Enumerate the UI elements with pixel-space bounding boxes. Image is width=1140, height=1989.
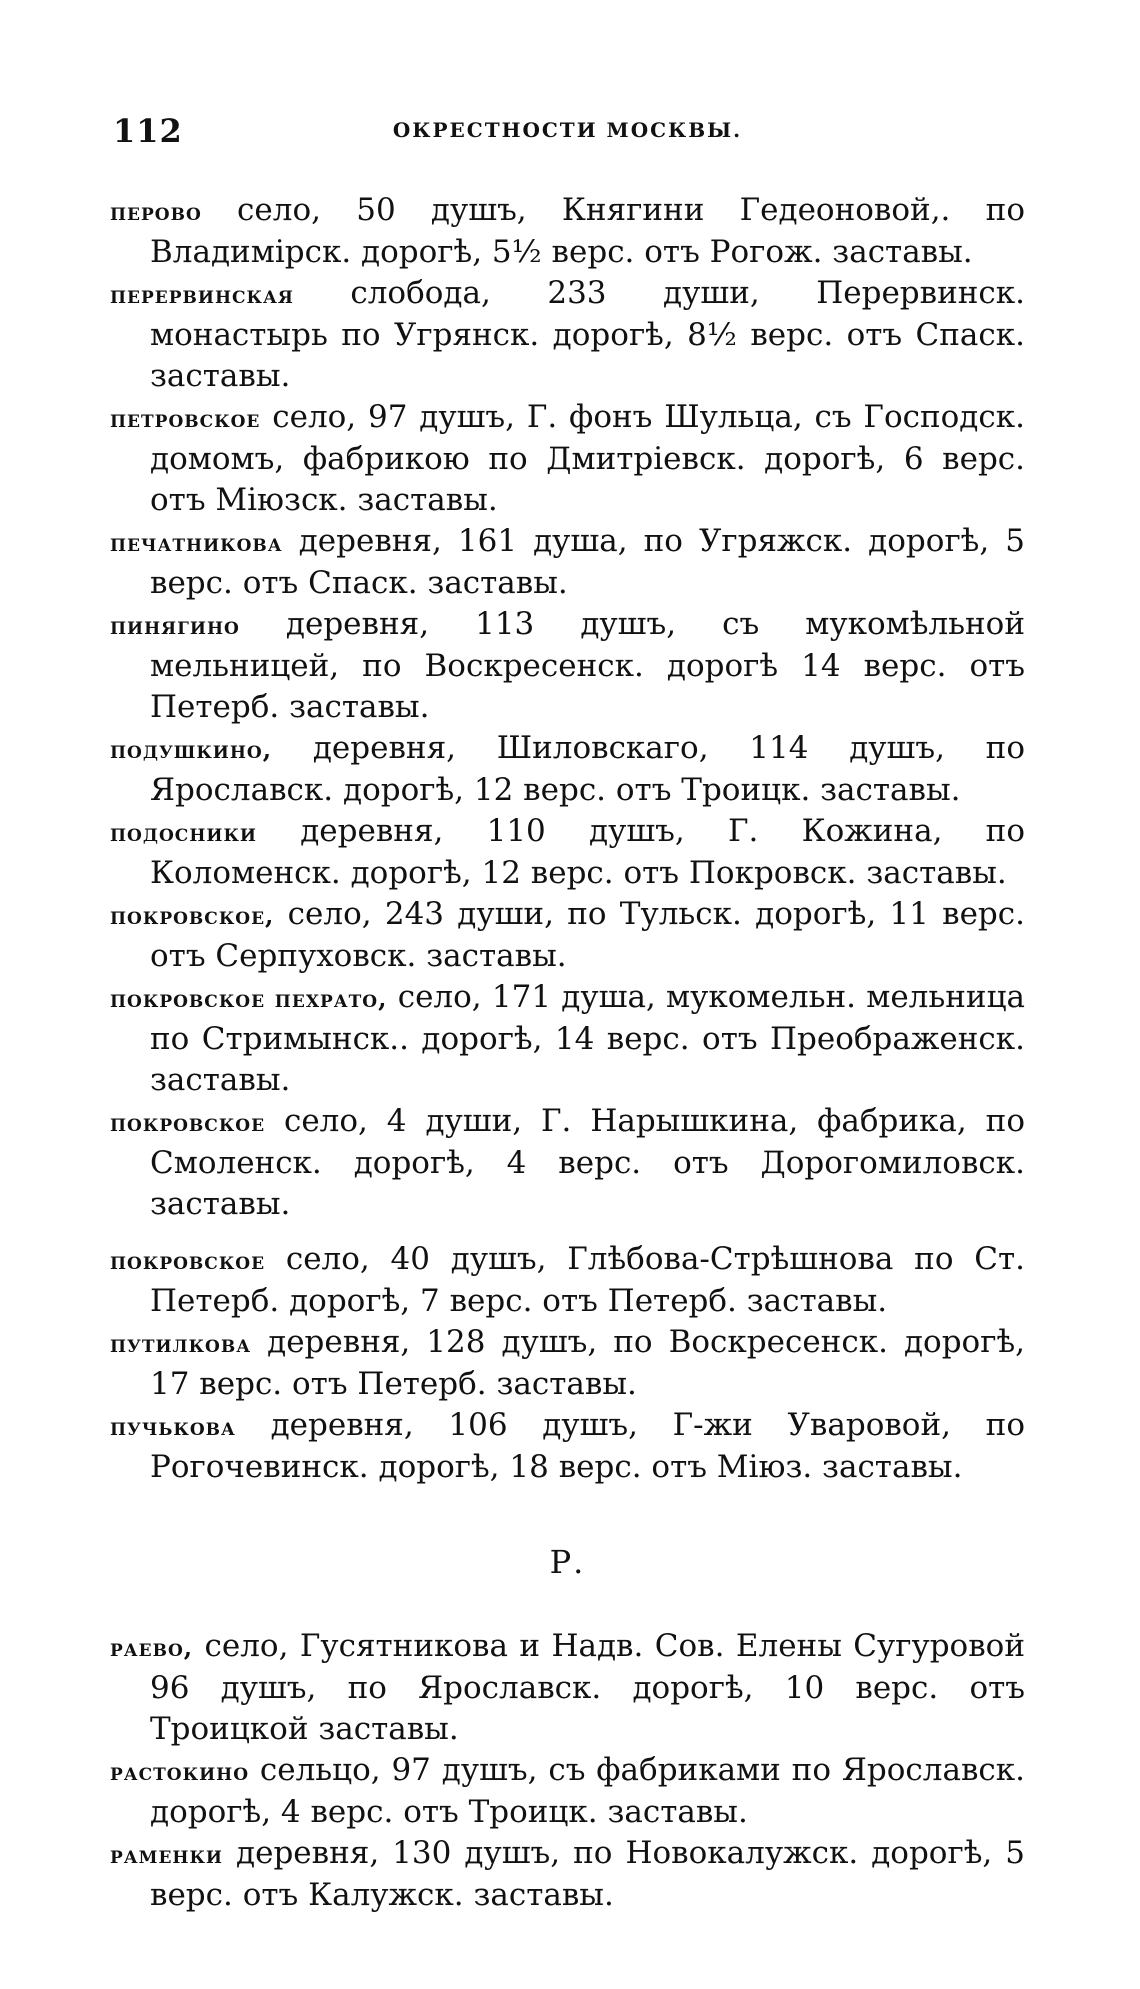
entry-head: покровское пехрато, <box>110 984 388 1013</box>
entry-text: село, 4 души, Г. Нарышкина, фабрика, по Смоленск. дорогѣ, 4 верс. отъ Дорогомиловск. заставы. <box>150 1103 1025 1222</box>
entry-head: покровское, <box>110 901 275 930</box>
entry-head: подосники <box>110 818 257 847</box>
entry-head: печатникова <box>110 528 283 557</box>
entry-podushkino <box>110 728 1025 811</box>
entry-head: перово <box>110 197 202 226</box>
entry-pokrovskoe-2 <box>110 1101 1025 1225</box>
entry-text: село, Гусятникова и Надв. Сов. Елены Сугуровой 96 душъ, по Ярославск. дорогѣ, 10 верс. отъ Троицкой заставы. <box>150 1628 1025 1747</box>
entry-text: сельцо, 97 душъ, съ фабриками по Ярославск. дорогѣ, 4 верс. отъ Троицк. заставы. <box>150 1752 1025 1830</box>
entry-pokrovskoe-3 <box>110 1239 1025 1322</box>
entry-head: подушкино, <box>110 735 273 764</box>
entry-head: петровское <box>110 404 261 433</box>
entry-head: перервинская <box>110 280 294 309</box>
entry-head: растокино <box>110 1757 250 1786</box>
entry-rastokino <box>110 1750 1025 1833</box>
entry-pinyagino <box>110 604 1025 728</box>
entry-text: село, 40 душъ, Глѣбова-Стрѣшнова по Ст. Петерб. дорогѣ, 7 верс. отъ Петерб. заставы. <box>150 1241 1025 1319</box>
entry-head: раменки <box>110 1840 223 1869</box>
entry-head: покровское <box>110 1108 266 1137</box>
entry-perovo <box>110 190 1025 273</box>
entry-text: деревня, 130 душъ, по Новокалужск. дорогѣ, 5 верс. отъ Калужск. заставы. <box>150 1835 1025 1913</box>
gazetteer-entries-p <box>110 190 1025 1488</box>
entry-raevo <box>110 1626 1025 1750</box>
entry-head: раево, <box>110 1633 194 1662</box>
running-head <box>110 112 1025 152</box>
page-number: 112 <box>113 112 183 150</box>
gazetteer-entries-r <box>110 1626 1025 1916</box>
entry-text: село, 97 душъ, Г. фонъ Шульца, съ Господск. домомъ, фабрикою по Дмитріевск. дорогѣ, 6 верс. отъ Міюзск. заставы. <box>150 399 1025 518</box>
entry-head: пинягино <box>110 611 240 640</box>
entry-text: деревня, 106 душъ, Г-жи Уваровой, по Рогочевинск. дорогѣ, 18 верс. отъ Міюз. заставы. <box>150 1407 1025 1485</box>
entry-puchkova <box>110 1405 1025 1488</box>
entry-text: деревня, 128 душъ, по Воскресенск. дорогѣ, 17 верс. отъ Петерб. заставы. <box>150 1324 1025 1402</box>
entry-ramenki <box>110 1833 1025 1916</box>
entry-text: слобода, 233 души, Перервинск. монастырь по Угрянск. дорогѣ, 8½ верс. отъ Спаск. заставы. <box>150 275 1025 394</box>
entry-text: село, 50 душъ, Княгини Гедеоновой,. по Владимірск. дорогѣ, 5½ верс. отъ Рогож. заставы. <box>150 192 1025 270</box>
entry-head: путилкова <box>110 1329 252 1358</box>
entry-text: деревня, 113 душъ, съ мукомѣльной мельницей, по Воскресенск. дорогѣ 14 верс. отъ Петерб. заставы. <box>150 606 1025 725</box>
entry-podosniki <box>110 811 1025 894</box>
entry-pokrovskoe-1 <box>110 894 1025 977</box>
entry-putilkova <box>110 1322 1025 1405</box>
book-page <box>110 112 1025 1916</box>
entry-petrovskoe <box>110 397 1025 521</box>
entry-text: село, 171 душа, мукомельн. мельница по Стримынск.. дорогѣ, 14 верс. отъ Преображенск. заставы. <box>150 979 1025 1098</box>
entry-pechatnikova <box>110 521 1025 604</box>
entry-head: пучькова <box>110 1412 236 1441</box>
entry-text: деревня, Шиловскаго, 114 душъ, по Ярославск. дорогѣ, 12 верс. отъ Троицк. заставы. <box>150 730 1025 808</box>
section-letter: Р. <box>549 1543 586 1581</box>
entry-head: покровское <box>110 1246 266 1275</box>
entry-text: деревня, 110 душъ, Г. Кожина, по Коломенск. дорогѣ, 12 верс. отъ Покровск. заставы. <box>150 813 1025 891</box>
entry-perervinskaya <box>110 273 1025 397</box>
running-title: ОКРЕСТНОСТИ МОСКВЫ. <box>392 118 743 142</box>
entry-text: село, 243 души, по Тульск. дорогѣ, 11 верс. отъ Серпуховск. заставы. <box>150 896 1025 974</box>
entry-pokrovskoe-pekhrato <box>110 977 1025 1101</box>
entry-text: деревня, 161 душа, по Угряжск. дорогѣ, 5 верс. отъ Спаск. заставы. <box>150 523 1025 601</box>
